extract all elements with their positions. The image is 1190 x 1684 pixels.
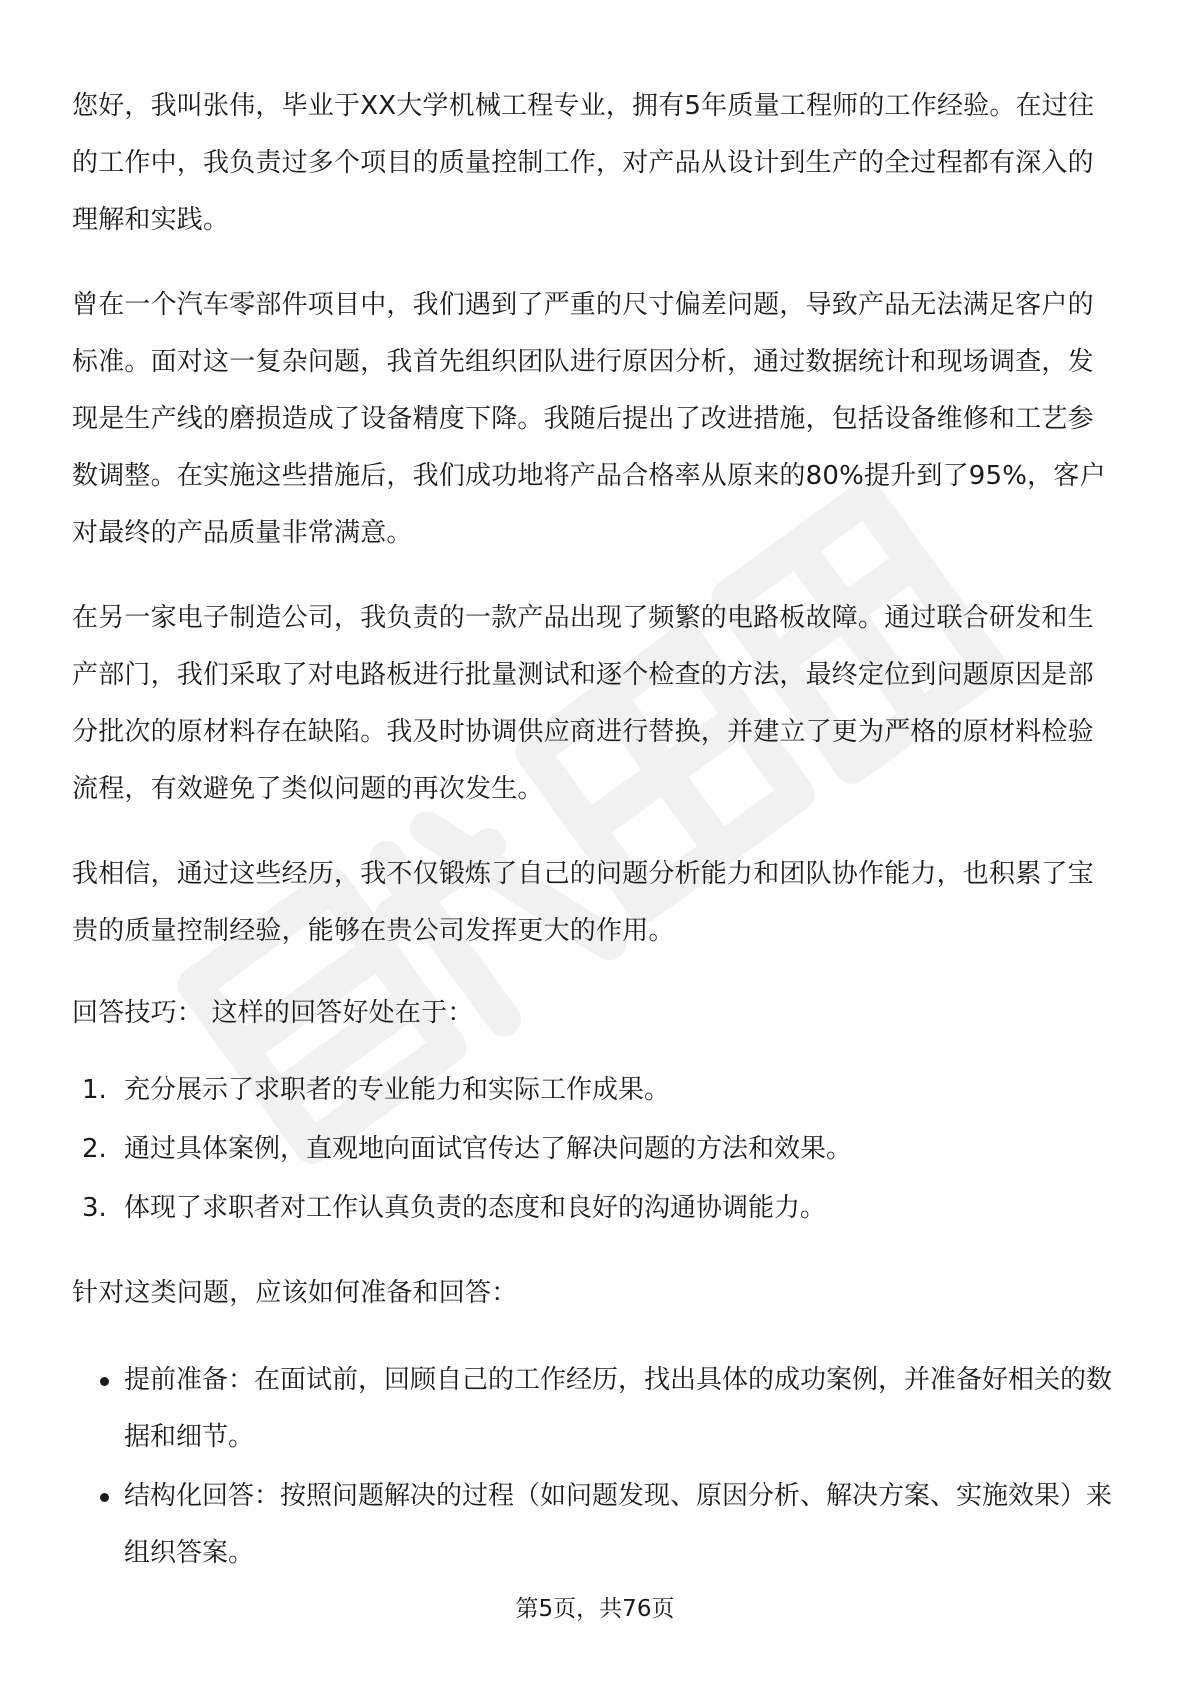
prepare-heading: 针对这类问题，应该如何准备和回答： [72, 1278, 518, 1308]
list-item: 结构化回答：按照问题解决的过程（如问题发现、原因分析、解决方案、实施效果）来组织答案。 [72, 1468, 1118, 1582]
paragraph-electronics-case: 在另一家电子制造公司，我负责的一款产品出现了频繁的电路板故障。通过联合研发和生产部门，我们采取了对电路板进行批量测试和逐个检查的方法，最终定位到问题原因是部分批次的原材料存在缺陷。我及时协调供应商进行替换，并建立了更为严格的原材料检验流程，有效避免了类似问题的再次发生。 [72, 603, 1094, 804]
list-item: 3. 体现了求职者对工作认真负责的态度和良好的沟通协调能力。 [82, 1193, 827, 1223]
list-item: 1. 充分展示了求职者的专业能力和实际工作成果。 [82, 1075, 671, 1105]
bullet-icon [100, 1493, 109, 1502]
page-number: 第5页，共76页 [515, 1596, 675, 1622]
list-item: 提前准备：在面试前，回顾自己的工作经历，找出具体的成功案例，并准备好相关的数据和细节。 [72, 1352, 1118, 1466]
prepare-list [72, 1352, 1118, 1582]
paragraph-intro: 您好，我叫张伟，毕业于XX大学机械工程专业，拥有5年质量工程师的工作经验。在过往的工作中，我负责过多个项目的质量控制工作，对产品从设计到生产的全过程都有深入的理解和实践。 [72, 91, 1095, 235]
bullet-icon [100, 1377, 109, 1386]
paragraph-conclusion: 我相信，通过这些经历，我不仅锻炼了自己的问题分析能力和团队协作能力，也积累了宝贵的质量控制经验，能够在贵公司发挥更大的作用。 [72, 859, 1094, 946]
paragraph-auto-parts-case: 曾在一个汽车零部件项目中，我们遇到了严重的尺寸偏差问题，导致产品无法满足客户的标准。面对这一复杂问题，我首先组织团队进行原因分析，通过数据统计和现场调查，发现是生产线的磨损造成了设备精度下降。我随后提出了改进措施，包括设备维修和工艺参数调整。在实施这些措施后，我们成功地将产品合格率从原来的80%提升到了95%，客户对最终的产品质量非常满意。 [72, 290, 1106, 548]
list-item: 2. 通过具体案例，直观地向面试官传达了解决问题的方法和效果。 [82, 1134, 853, 1164]
tips-heading: 回答技巧： 这样的回答好处在于： [72, 998, 474, 1028]
tips-list [72, 1062, 1118, 1237]
document-body [72, 78, 1118, 1582]
